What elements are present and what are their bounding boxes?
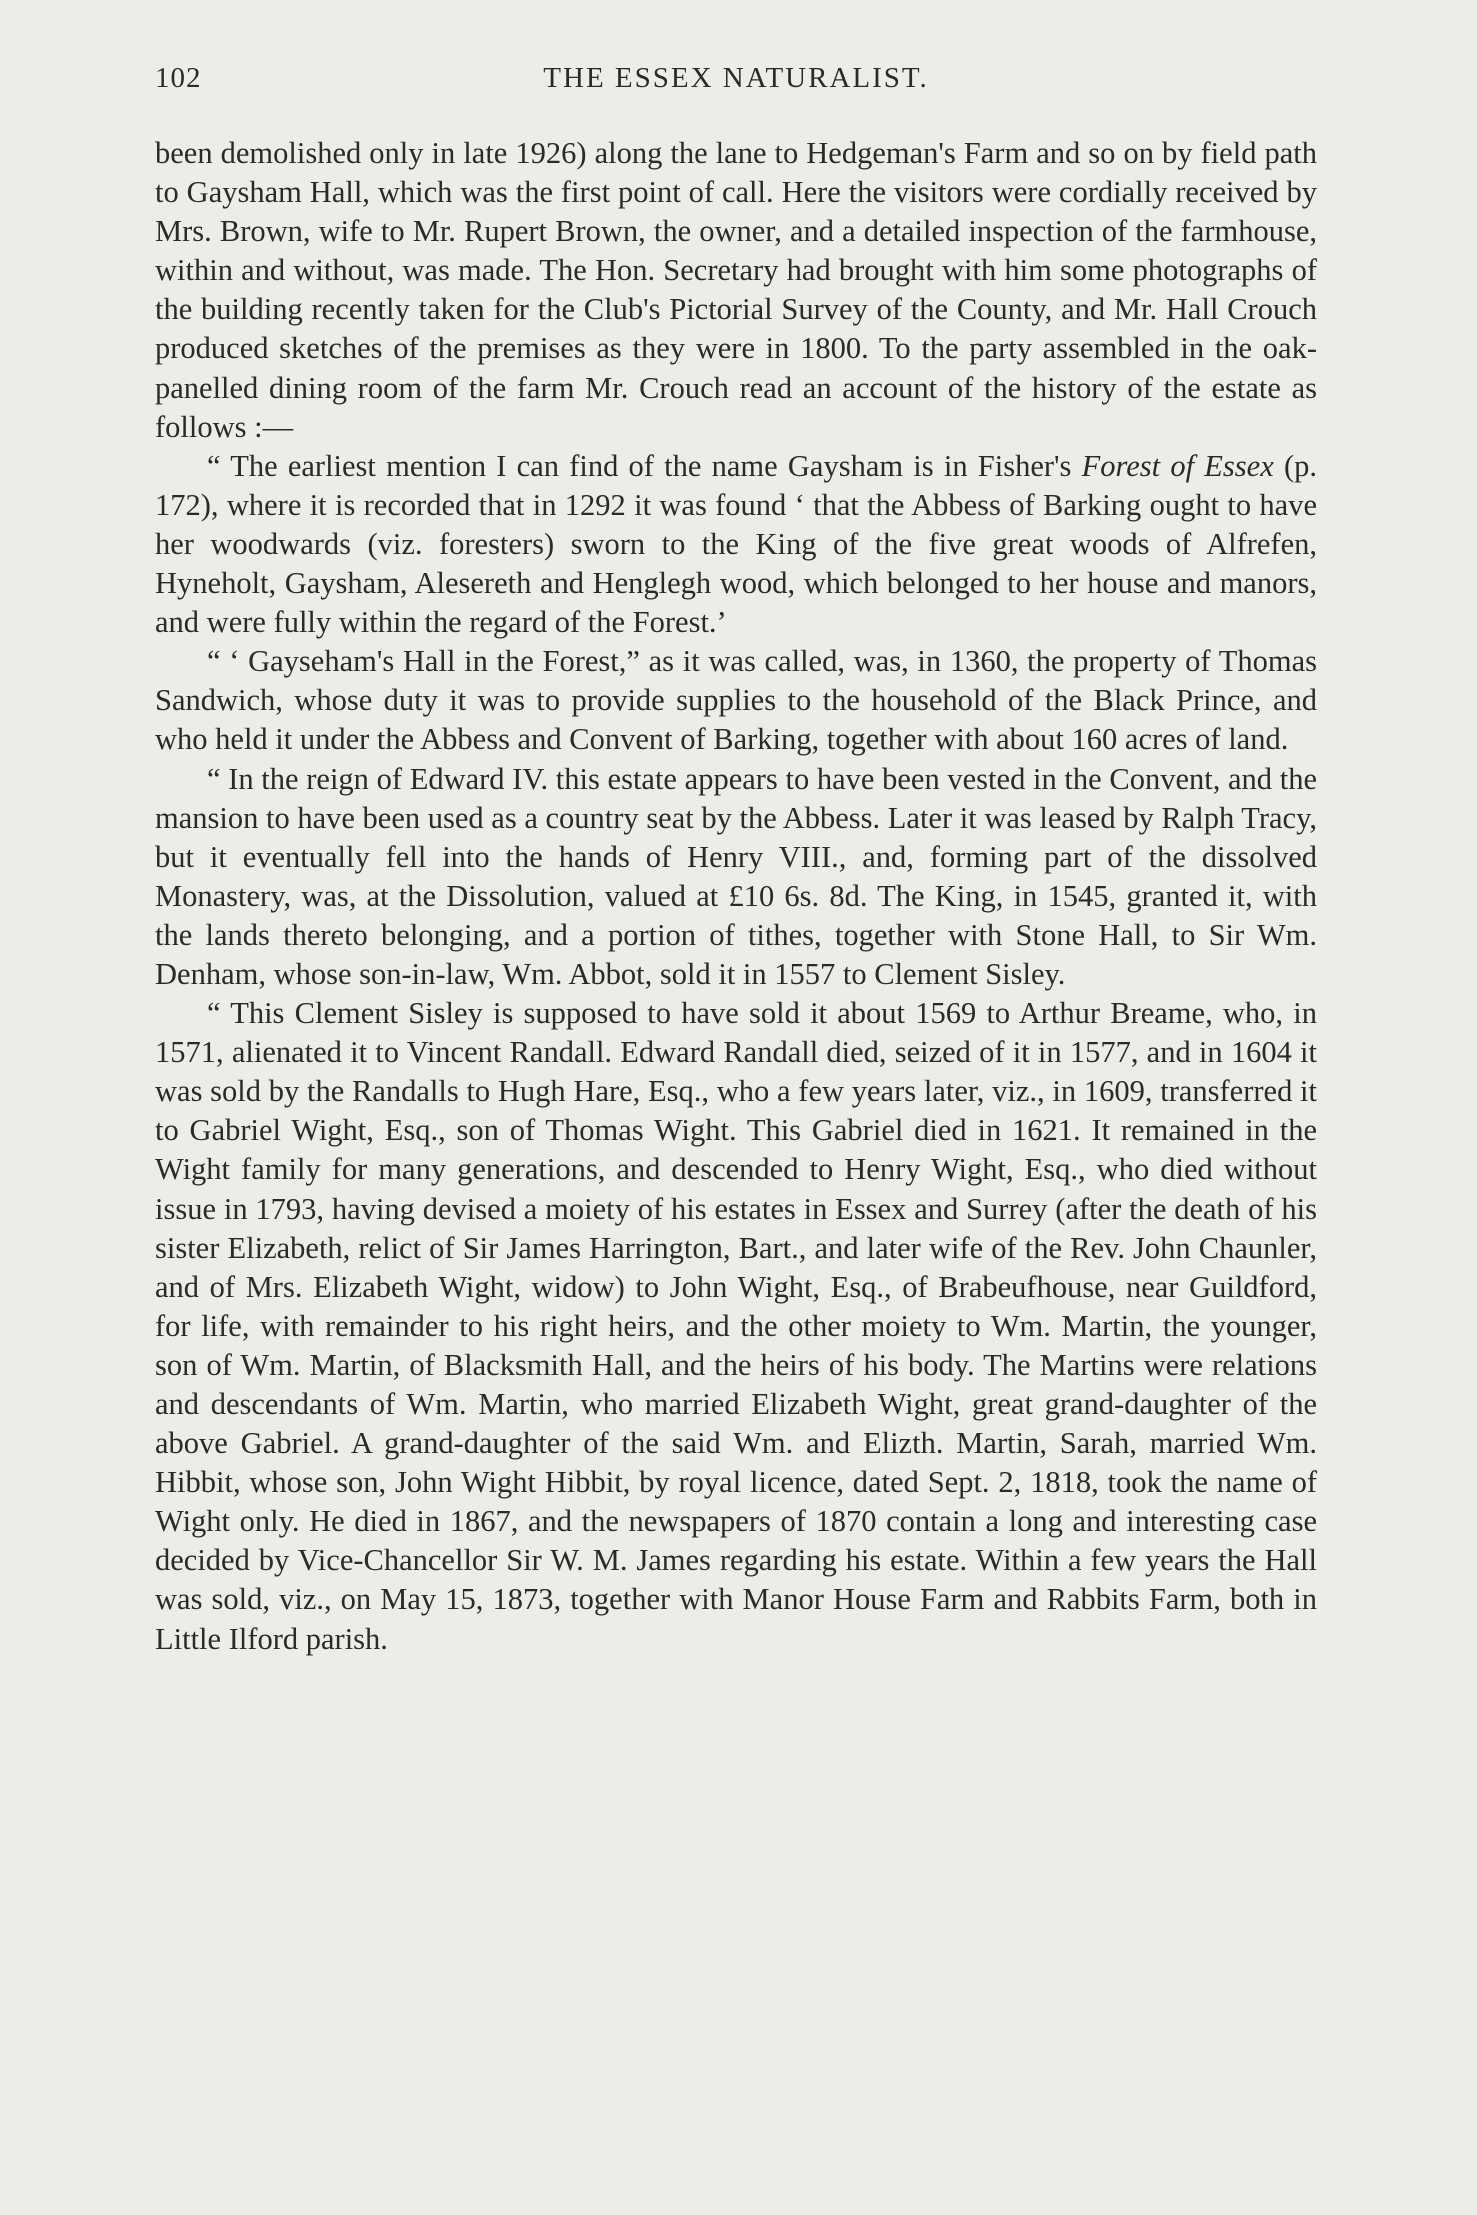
running-title: THE ESSEX NATURALIST.: [543, 62, 929, 94]
paragraph-text: “ The earliest mention I can find of the name Gaysham is in Fisher's: [207, 448, 1082, 483]
page-number: 102: [155, 62, 202, 94]
body-text: [155, 134, 1317, 1659]
book-title: Forest of Essex: [1081, 448, 1274, 483]
paragraph-clement-sisley: “ This Clement Sisley is supposed to have sold it about 1569 to Arthur Breame, who, in 1571, alienated it to Vincent Randall. Edward Randall died, seized of it in 1577, and in 1604 it was sold by the Randalls to Hugh Hare, Esq., who a few years later, viz., in 1609, transferred it to Gabriel Wight, Esq., son of Thomas Wight. This Gabriel died in 1621. It remained in the Wight family for many generations, and descended to Henry Wight, Esq., who died without issue in 1793, having devised a moiety of his estates in Essex and Surrey (after the death of his sister Elizabeth, relict of Sir James Harrington, Bart., and later wife of the Rev. John Chaunler, and of Mrs. Elizabeth Wight, widow) to John Wight, Esq., of Brabeufhouse, near Guildford, for life, with remainder to his right heirs, and the other moiety to Wm. Martin, the younger, son of Wm. Martin, of Blacksmith Hall, and the heirs of his body. The Martins were relations and descendants of Wm. Martin, who married Elizabeth Wight, great grand-daughter of the above Gabriel. A grand-daughter of the said Wm. and Elizth. Martin, Sarah, married Wm. Hibbit, whose son, John Wight Hibbit, by royal licence, dated Sept. 2, 1818, took the name of Wight only. He died in 1867, and the newspapers of 1870 contain a long and interesting case decided by Vice-Chancellor Sir W. M. James regarding his estate. Within a few years the Hall was sold, viz., on May 15, 1873, together with Manor House Farm and Rabbits Farm, both in Little Ilford parish.: [155, 996, 1317, 1656]
page-header: [155, 62, 1317, 106]
paragraph-earliest-mention: [155, 447, 1317, 642]
paragraph-text: (p. 172), where it is recorded that in 1292 it was found ‘ that the Abbess of Barking ought to have her woodwards (viz. foresters) sworn to the King of the five great woods of Alfrefen, Hyneholt, Gaysham, Alesereth and Henglegh wood, which belonged to her house and manors, and were fully within the regard of the Forest.’: [155, 448, 1317, 640]
paragraph-edward-iv: “ In the reign of Edward IV. this estate appears to have been vested in the Convent, and the mansion to have been used as a country seat by the Abbess. Later it was leased by Ralph Tracy, but it eventually fell into the hands of Henry VIII., and, forming part of the dissolved Monastery, was, at the Dissolution, valued at £10 6s. 8d. The King, in 1545, granted it, with the lands thereto belonging, and a portion of tithes, together with Stone Hall, to Sir Wm. Denham, whose son-in-law, Wm. Abbot, sold it in 1557 to Clement Sisley.: [155, 761, 1317, 991]
paragraph-intro: been demolished only in late 1926) along the lane to Hedgeman's Farm and so on by field path to Gaysham Hall, which was the first point of call. Here the visitors were cordially received by Mrs. Brown, wife to Mr. Rupert Brown, the owner, and a detailed inspection of the farmhouse, within and without, was made. The Hon. Secretary had brought with him some photographs of the building recently taken for the Club's Pictorial Survey of the County, and Mr. Hall Crouch produced sketches of the premises as they were in 1800. To the party assembled in the oak-panelled dining room of the farm Mr. Crouch read an account of the history of the estate as follows :—: [155, 136, 1317, 444]
paragraph-thomas-sandwich: “ ‘ Gayseham's Hall in the Forest,” as it was called, was, in 1360, the property of Thomas Sandwich, whose duty it was to provide supplies to the household of the Black Prince, and who held it under the Abbess and Convent of Barking, together with about 160 acres of land.: [155, 644, 1317, 757]
